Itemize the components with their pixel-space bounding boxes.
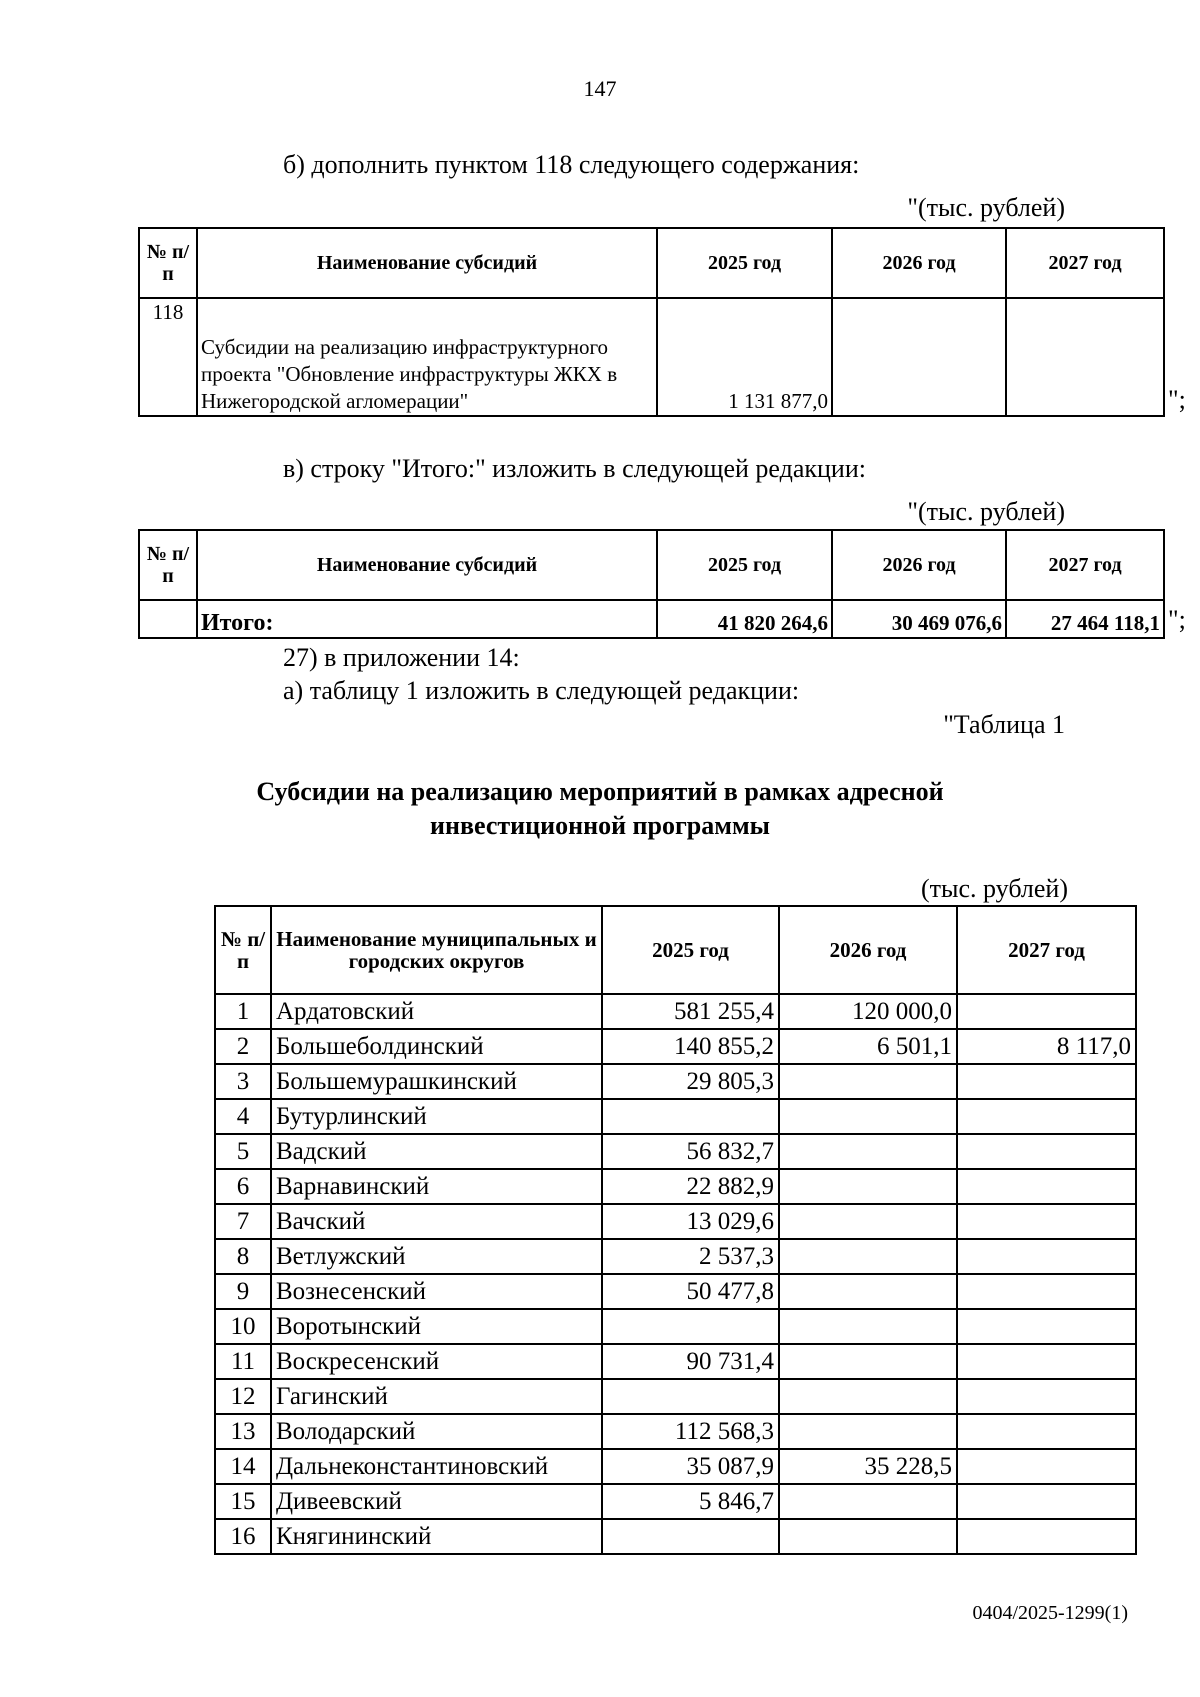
row-2026	[779, 1519, 957, 1554]
row-num: 4	[215, 1099, 271, 1134]
row-district: Ардатовский	[271, 994, 602, 1029]
total-2027: 27 464 118,1	[1006, 600, 1164, 638]
total-num	[139, 600, 197, 638]
section-b-unit: "(тыс. рублей)	[907, 193, 1065, 222]
row-2026	[779, 1344, 957, 1379]
row-2026: 120 000,0	[779, 994, 957, 1029]
row-district: Бутурлинский	[271, 1099, 602, 1134]
row-2025: 50 477,8	[602, 1274, 779, 1309]
table-row	[215, 1414, 1136, 1449]
row-num: 15	[215, 1484, 271, 1519]
table-row	[215, 1099, 1136, 1134]
row-2027	[957, 1344, 1136, 1379]
header-2025: 2025 год	[657, 228, 832, 298]
row-2025: 13 029,6	[602, 1204, 779, 1239]
table-row	[215, 1204, 1136, 1239]
row-2026	[832, 298, 1006, 416]
row-district: Вачский	[271, 1204, 602, 1239]
header-2026: 2026 год	[832, 530, 1006, 600]
row-2026: 35 228,5	[779, 1449, 957, 1484]
row-2027	[1006, 298, 1164, 416]
table-title-line1: Субсидии на реализацию мероприятий в рамках адресной	[256, 777, 944, 806]
header-2027: 2027 год	[1006, 228, 1164, 298]
header-2026: 2026 год	[779, 906, 957, 994]
row-district: Княгининский	[271, 1519, 602, 1554]
row-2026	[779, 1169, 957, 1204]
header-2027: 2027 год	[1006, 530, 1164, 600]
header-name: Наименование субсидий	[197, 228, 657, 298]
row-num: 8	[215, 1239, 271, 1274]
row-num: 3	[215, 1064, 271, 1099]
row-num: 9	[215, 1274, 271, 1309]
row-num: 14	[215, 1449, 271, 1484]
table-row	[215, 1029, 1136, 1064]
row-district: Воскресенский	[271, 1344, 602, 1379]
document-code: 0404/2025-1299(1)	[972, 1602, 1128, 1624]
row-2025: 22 882,9	[602, 1169, 779, 1204]
row-district: Варнавинский	[271, 1169, 602, 1204]
total-label: Итого:	[197, 600, 657, 638]
row-num: 16	[215, 1519, 271, 1554]
row-district: Гагинский	[271, 1379, 602, 1414]
row-2027	[957, 1239, 1136, 1274]
row-2025	[602, 1099, 779, 1134]
row-num: 2	[215, 1029, 271, 1064]
table-row	[215, 1274, 1136, 1309]
header-num: № п/п	[139, 228, 197, 298]
row-2027: 8 117,0	[957, 1029, 1136, 1064]
row-2025: 2 537,3	[602, 1239, 779, 1274]
header-2026: 2026 год	[832, 228, 1006, 298]
row-2026	[779, 1064, 957, 1099]
row-district: Воротынский	[271, 1309, 602, 1344]
row-2025	[602, 1379, 779, 1414]
total-2025: 41 820 264,6	[657, 600, 832, 638]
row-2025: 581 255,4	[602, 994, 779, 1029]
table-row	[215, 1239, 1136, 1274]
row-2025: 112 568,3	[602, 1414, 779, 1449]
table-row	[215, 1344, 1136, 1379]
row-2026	[779, 1274, 957, 1309]
table-row	[215, 1519, 1136, 1554]
table-row	[215, 994, 1136, 1029]
row-num: 5	[215, 1134, 271, 1169]
row-district: Большемурашкинский	[271, 1064, 602, 1099]
table1-body	[215, 994, 1136, 1554]
table1-unit: (тыс. рублей)	[920, 874, 1068, 903]
section-v-closing: ";	[1168, 605, 1186, 634]
row-district: Володарский	[271, 1414, 602, 1449]
row-2026	[779, 1484, 957, 1519]
row-num: 118	[139, 298, 197, 416]
header-2025: 2025 год	[602, 906, 779, 994]
row-2025: 35 087,9	[602, 1449, 779, 1484]
row-2025	[602, 1519, 779, 1554]
row-2026	[779, 1309, 957, 1344]
section-v-unit: "(тыс. рублей)	[907, 497, 1065, 526]
header-name: Наименование муниципальных и городских округов	[271, 906, 602, 994]
row-2027	[957, 1099, 1136, 1134]
row-2027	[957, 1309, 1136, 1344]
row-2027	[957, 1064, 1136, 1099]
row-2025: 5 846,7	[602, 1484, 779, 1519]
row-2026	[779, 1204, 957, 1239]
table-row	[215, 1379, 1136, 1414]
section-b-closing: ";	[1168, 385, 1186, 414]
row-district: Дальнеконстантиновский	[271, 1449, 602, 1484]
table-row	[215, 1134, 1136, 1169]
row-2025: 29 805,3	[602, 1064, 779, 1099]
subsidy-table-total	[138, 529, 1165, 639]
row-2027	[957, 1134, 1136, 1169]
row-district: Ветлужский	[271, 1239, 602, 1274]
table-label: "Таблица 1	[943, 710, 1065, 739]
row-2026	[779, 1134, 957, 1169]
subsidy-table-118	[138, 227, 1165, 417]
row-district: Вадский	[271, 1134, 602, 1169]
row-2027	[957, 1449, 1136, 1484]
table-row	[215, 1064, 1136, 1099]
item-27: 27) в приложении 14:	[283, 643, 520, 672]
row-2025: 90 731,4	[602, 1344, 779, 1379]
row-2026	[779, 1239, 957, 1274]
row-num: 6	[215, 1169, 271, 1204]
table-row	[215, 1449, 1136, 1484]
section-v-text: в) строку "Итого:" изложить в следующей редакции:	[283, 454, 866, 483]
row-2025: 140 855,2	[602, 1029, 779, 1064]
row-num: 1	[215, 994, 271, 1029]
section-b-text: б) дополнить пунктом 118 следующего содержания:	[283, 150, 860, 179]
header-num: № п/п	[215, 906, 271, 994]
row-2027	[957, 994, 1136, 1029]
row-2027	[957, 1204, 1136, 1239]
row-2027	[957, 1274, 1136, 1309]
table-title-line2: инвестиционной программы	[430, 811, 770, 840]
row-2027	[957, 1379, 1136, 1414]
row-2027	[957, 1519, 1136, 1554]
row-2026	[779, 1379, 957, 1414]
row-2026: 6 501,1	[779, 1029, 957, 1064]
row-2026	[779, 1099, 957, 1134]
page-number: 147	[583, 76, 617, 101]
row-num: 7	[215, 1204, 271, 1239]
table-row	[215, 1309, 1136, 1344]
row-num: 12	[215, 1379, 271, 1414]
row-num: 10	[215, 1309, 271, 1344]
total-2026: 30 469 076,6	[832, 600, 1006, 638]
row-num: 11	[215, 1344, 271, 1379]
table-row	[215, 1169, 1136, 1204]
row-district: Дивеевский	[271, 1484, 602, 1519]
item-a: а) таблицу 1 изложить в следующей редакции:	[283, 676, 800, 705]
row-2025	[602, 1309, 779, 1344]
row-num: 13	[215, 1414, 271, 1449]
row-2027	[957, 1169, 1136, 1204]
row-name: Субсидии на реализацию инфраструктурного проекта "Обновление инфраструктуры ЖКХ в Нижегородской агломерации"	[197, 298, 657, 416]
row-2027	[957, 1414, 1136, 1449]
row-2026	[779, 1414, 957, 1449]
row-2025: 1 131 877,0	[657, 298, 832, 416]
header-name: Наименование субсидий	[197, 530, 657, 600]
header-2025: 2025 год	[657, 530, 832, 600]
municipal-subsidy-table	[214, 905, 1137, 1555]
row-2025: 56 832,7	[602, 1134, 779, 1169]
row-2027	[957, 1484, 1136, 1519]
table-row	[215, 1484, 1136, 1519]
header-num: № п/п	[139, 530, 197, 600]
row-district: Большеболдинский	[271, 1029, 602, 1064]
row-district: Вознесенский	[271, 1274, 602, 1309]
header-2027: 2027 год	[957, 906, 1136, 994]
